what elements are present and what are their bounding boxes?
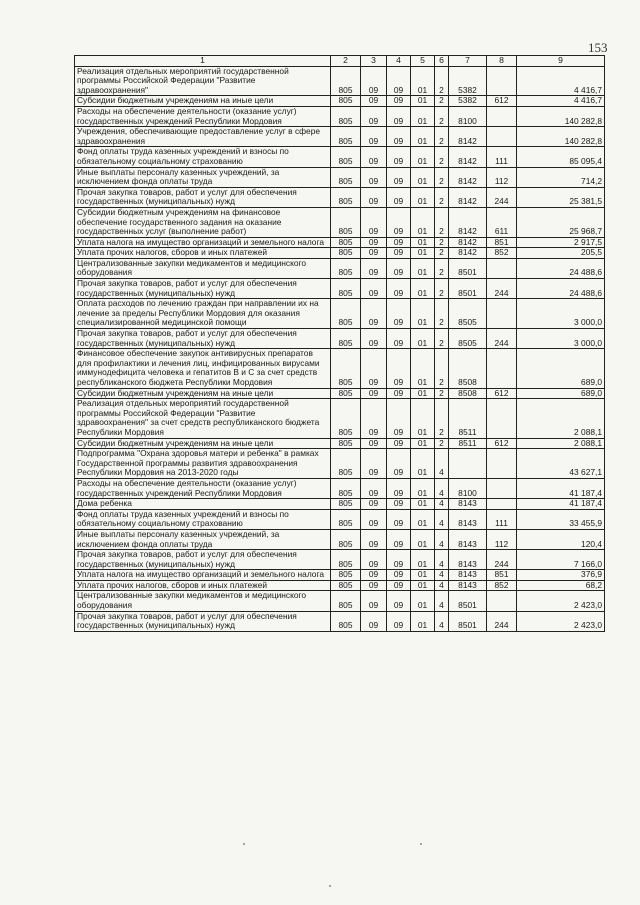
- code-subprogram: 2: [435, 66, 449, 96]
- code-section: 09: [361, 388, 387, 399]
- code-section: 09: [361, 509, 387, 529]
- code-subprogram: 2: [435, 147, 449, 167]
- row-name: Оплата расходов по лечению граждан при направлении их на лечение за пределы Республики Мордовия для оказания специализированной медицинской помощи: [75, 299, 331, 329]
- code-subsection: 09: [387, 478, 411, 498]
- header-cell: 9: [517, 56, 605, 67]
- row-name: Прочая закупка товаров, работ и услуг для обеспечения государственных (муниципальных) нужд: [75, 279, 331, 299]
- code-expense-type: 851: [487, 570, 517, 581]
- code-subsection: 09: [387, 248, 411, 259]
- code-section: 09: [361, 258, 387, 278]
- scan-speck: [329, 885, 331, 887]
- code-expense-type: 244: [487, 611, 517, 631]
- row-amount: 3 000,0: [517, 329, 605, 349]
- row-amount: 33 455,9: [517, 509, 605, 529]
- code-subsection: 09: [387, 187, 411, 207]
- table-row: [75, 106, 605, 126]
- code-item: 8100: [449, 478, 487, 498]
- row-amount: 25 968,7: [517, 207, 605, 237]
- code-expense-type: 851: [487, 237, 517, 248]
- table-row: [75, 529, 605, 549]
- code-subsection: 09: [387, 611, 411, 631]
- code-subprogram: 2: [435, 167, 449, 187]
- code-section: 09: [361, 349, 387, 388]
- code-item: 8143: [449, 550, 487, 570]
- code-item: 8508: [449, 349, 487, 388]
- code-item: 8511: [449, 399, 487, 438]
- code-subsection: 09: [387, 237, 411, 248]
- code-program: 01: [411, 207, 435, 237]
- row-name: Фонд оплаты труда казенных учреждений и взносы по обязательному социальному страхованию: [75, 509, 331, 529]
- code-subsection: 09: [387, 207, 411, 237]
- code-item: 8142: [449, 248, 487, 259]
- code-subsection: 09: [387, 580, 411, 591]
- row-amount: 376,9: [517, 570, 605, 581]
- row-amount: 25 381,5: [517, 187, 605, 207]
- row-name: Прочая закупка товаров, работ и услуг для обеспечения государственных (муниципальных) нужд: [75, 550, 331, 570]
- code-expense-type: [487, 258, 517, 278]
- row-name: Дома ребенка: [75, 499, 331, 510]
- table-row: [75, 66, 605, 96]
- table-row: [75, 258, 605, 278]
- code-section: 09: [361, 279, 387, 299]
- row-amount: 140 282,8: [517, 106, 605, 126]
- code-subsection: 09: [387, 147, 411, 167]
- row-name: Прочая закупка товаров, работ и услуг для обеспечения государственных (муниципальных) нужд: [75, 329, 331, 349]
- code-program: 01: [411, 580, 435, 591]
- header-row: [75, 56, 605, 67]
- row-name: Централизованные закупки медикаментов и медицинского оборудования: [75, 591, 331, 611]
- code-program: 01: [411, 499, 435, 510]
- row-amount: 205,5: [517, 248, 605, 259]
- row-amount: 43 627,1: [517, 449, 605, 479]
- code-expense-type: [487, 591, 517, 611]
- code-subsection: 09: [387, 96, 411, 107]
- code-program: 01: [411, 611, 435, 631]
- code-subprogram: 2: [435, 349, 449, 388]
- row-amount: 140 282,8: [517, 127, 605, 147]
- code-subsection: 09: [387, 438, 411, 449]
- code-section: 09: [361, 237, 387, 248]
- code-section: 09: [361, 329, 387, 349]
- row-amount: 2 423,0: [517, 591, 605, 611]
- header-cell: 3: [361, 56, 387, 67]
- row-name: Реализация отдельных мероприятий государственной программы Российской Федерации "Развитие здравоохранения": [75, 66, 331, 96]
- table-row: [75, 248, 605, 259]
- code-ministry: 805: [331, 66, 361, 96]
- code-ministry: 805: [331, 299, 361, 329]
- code-program: 01: [411, 438, 435, 449]
- code-program: 01: [411, 96, 435, 107]
- code-ministry: 805: [331, 509, 361, 529]
- code-section: 09: [361, 299, 387, 329]
- table-row: [75, 399, 605, 438]
- code-expense-type: [487, 127, 517, 147]
- header-cell: 6: [435, 56, 449, 67]
- header-cell: 7: [449, 56, 487, 67]
- code-subsection: 09: [387, 499, 411, 510]
- code-subprogram: 4: [435, 529, 449, 549]
- code-subsection: 09: [387, 550, 411, 570]
- table-row: [75, 499, 605, 510]
- code-program: 01: [411, 167, 435, 187]
- code-subsection: 09: [387, 591, 411, 611]
- row-name: Расходы на обеспечение деятельности (оказание услуг) государственных учреждений Республики Мордовия: [75, 478, 331, 498]
- table-row: [75, 611, 605, 631]
- code-subprogram: 2: [435, 388, 449, 399]
- code-expense-type: 612: [487, 438, 517, 449]
- code-expense-type: 852: [487, 248, 517, 259]
- row-amount: 41 187,4: [517, 499, 605, 510]
- code-program: 01: [411, 329, 435, 349]
- code-section: 09: [361, 167, 387, 187]
- table-row: [75, 591, 605, 611]
- code-expense-type: 111: [487, 509, 517, 529]
- scan-speck: [420, 843, 422, 845]
- code-ministry: 805: [331, 147, 361, 167]
- code-item: 5382: [449, 66, 487, 96]
- code-subprogram: 2: [435, 106, 449, 126]
- code-section: 09: [361, 499, 387, 510]
- code-subprogram: 2: [435, 248, 449, 259]
- row-amount: 41 187,4: [517, 478, 605, 498]
- code-item: 8142: [449, 207, 487, 237]
- code-item: 8142: [449, 147, 487, 167]
- code-section: 09: [361, 399, 387, 438]
- code-program: 01: [411, 187, 435, 207]
- code-item: 5382: [449, 96, 487, 107]
- table-row: [75, 207, 605, 237]
- header-cell: 5: [411, 56, 435, 67]
- code-item: 8505: [449, 299, 487, 329]
- table-row: [75, 349, 605, 388]
- code-subsection: 09: [387, 399, 411, 438]
- code-ministry: 805: [331, 207, 361, 237]
- table-row: [75, 279, 605, 299]
- code-item: 8143: [449, 509, 487, 529]
- code-program: 01: [411, 127, 435, 147]
- code-subsection: 09: [387, 329, 411, 349]
- code-ministry: 805: [331, 388, 361, 399]
- code-expense-type: 244: [487, 329, 517, 349]
- code-expense-type: 852: [487, 580, 517, 591]
- code-subprogram: 2: [435, 207, 449, 237]
- code-section: 09: [361, 611, 387, 631]
- code-program: 01: [411, 529, 435, 549]
- code-expense-type: 111: [487, 147, 517, 167]
- code-ministry: 805: [331, 570, 361, 581]
- code-ministry: 805: [331, 96, 361, 107]
- header-cell: 2: [331, 56, 361, 67]
- code-item: 8142: [449, 237, 487, 248]
- code-section: 09: [361, 570, 387, 581]
- row-amount: 7 166,0: [517, 550, 605, 570]
- table-row: [75, 299, 605, 329]
- code-section: 09: [361, 127, 387, 147]
- code-ministry: 805: [331, 449, 361, 479]
- code-subsection: 09: [387, 388, 411, 399]
- code-subsection: 09: [387, 258, 411, 278]
- code-expense-type: 112: [487, 529, 517, 549]
- row-name: Субсидии бюджетным учреждениям на иные цели: [75, 438, 331, 449]
- row-amount: 2 088,1: [517, 438, 605, 449]
- code-expense-type: 244: [487, 550, 517, 570]
- code-section: 09: [361, 580, 387, 591]
- code-subprogram: 4: [435, 580, 449, 591]
- code-ministry: 805: [331, 591, 361, 611]
- code-ministry: 805: [331, 438, 361, 449]
- table-row: [75, 237, 605, 248]
- code-ministry: 805: [331, 329, 361, 349]
- code-subsection: 09: [387, 299, 411, 329]
- code-item: 8143: [449, 499, 487, 510]
- code-program: 01: [411, 399, 435, 438]
- row-amount: 68,2: [517, 580, 605, 591]
- table-row: [75, 438, 605, 449]
- code-program: 01: [411, 570, 435, 581]
- row-name: Финансовое обеспечение закупок антивирусных препаратов для профилактики и лечения лиц, инфицированных вирусами иммунодефицита человека и гепатитов В и С за счет средств республиканского бюджета Республики Мордовия: [75, 349, 331, 388]
- code-subprogram: 4: [435, 611, 449, 631]
- code-section: 09: [361, 147, 387, 167]
- table-row: [75, 167, 605, 187]
- code-program: 01: [411, 509, 435, 529]
- code-subprogram: 4: [435, 449, 449, 479]
- code-program: 01: [411, 279, 435, 299]
- code-program: 01: [411, 349, 435, 388]
- table-row: [75, 388, 605, 399]
- code-ministry: 805: [331, 580, 361, 591]
- code-section: 09: [361, 529, 387, 549]
- code-program: 01: [411, 237, 435, 248]
- code-section: 09: [361, 66, 387, 96]
- code-item: 8501: [449, 258, 487, 278]
- code-subsection: 09: [387, 167, 411, 187]
- row-name: Централизованные закупки медикаментов и медицинского оборудования: [75, 258, 331, 278]
- row-name: Прочая закупка товаров, работ и услуг для обеспечения государственных (муниципальных) нужд: [75, 611, 331, 631]
- code-program: 01: [411, 147, 435, 167]
- row-name: Иные выплаты персоналу казенных учреждений, за исключением фонда оплаты труда: [75, 529, 331, 549]
- code-section: 09: [361, 248, 387, 259]
- row-amount: 4 416,7: [517, 96, 605, 107]
- header-cell: 4: [387, 56, 411, 67]
- code-subprogram: 4: [435, 499, 449, 510]
- code-section: 09: [361, 106, 387, 126]
- code-subprogram: 4: [435, 550, 449, 570]
- code-expense-type: 244: [487, 279, 517, 299]
- code-subprogram: 2: [435, 258, 449, 278]
- table-row: [75, 570, 605, 581]
- code-section: 09: [361, 591, 387, 611]
- table-row: [75, 329, 605, 349]
- code-subprogram: 2: [435, 329, 449, 349]
- code-section: 09: [361, 207, 387, 237]
- table-row: [75, 509, 605, 529]
- row-amount: 2 423,0: [517, 611, 605, 631]
- code-subsection: 09: [387, 127, 411, 147]
- code-program: 01: [411, 388, 435, 399]
- code-item: 8501: [449, 611, 487, 631]
- code-item: 8501: [449, 279, 487, 299]
- code-subprogram: 2: [435, 279, 449, 299]
- row-name: Уплата прочих налогов, сборов и иных платежей: [75, 248, 331, 259]
- row-amount: 3 000,0: [517, 299, 605, 329]
- code-program: 01: [411, 449, 435, 479]
- code-program: 01: [411, 106, 435, 126]
- code-ministry: 805: [331, 349, 361, 388]
- code-program: 01: [411, 66, 435, 96]
- row-name: Расходы на обеспечение деятельности (оказание услуг) государственных учреждений Республики Мордовия: [75, 106, 331, 126]
- code-item: 8508: [449, 388, 487, 399]
- code-subprogram: 2: [435, 127, 449, 147]
- table-row: [75, 550, 605, 570]
- code-ministry: 805: [331, 248, 361, 259]
- code-subsection: 09: [387, 449, 411, 479]
- code-program: 01: [411, 258, 435, 278]
- row-amount: 2 917,5: [517, 237, 605, 248]
- code-item: 8505: [449, 329, 487, 349]
- scan-speck: [243, 843, 245, 845]
- row-name: Фонд оплаты труда казенных учреждений и взносы по обязательному социальному страхованию: [75, 147, 331, 167]
- code-ministry: 805: [331, 399, 361, 438]
- code-expense-type: [487, 299, 517, 329]
- code-expense-type: 611: [487, 207, 517, 237]
- code-item: 8511: [449, 438, 487, 449]
- code-item: 8143: [449, 570, 487, 581]
- code-subprogram: 4: [435, 509, 449, 529]
- code-ministry: 805: [331, 499, 361, 510]
- row-name: Подпрограмма "Охрана здоровья матери и ребенка" в рамках Государственной программы развития здравоохранения Республики Мордовия на 2013-2020 годы: [75, 449, 331, 479]
- row-name: Субсидии бюджетным учреждениям на финансовое обеспечение государственного задания на оказание государственных услуг (выполнение работ): [75, 207, 331, 237]
- row-name: Учреждения, обеспечивающие предоставление услуг в сфере здравоохранения: [75, 127, 331, 147]
- code-ministry: 805: [331, 167, 361, 187]
- table-row: [75, 187, 605, 207]
- code-item: 8100: [449, 106, 487, 126]
- code-ministry: 805: [331, 237, 361, 248]
- code-subsection: 09: [387, 509, 411, 529]
- page-number: 153: [588, 40, 608, 55]
- row-amount: 714,2: [517, 167, 605, 187]
- code-expense-type: [487, 499, 517, 510]
- row-amount: 4 416,7: [517, 66, 605, 96]
- row-name: Субсидии бюджетным учреждениям на иные цели: [75, 96, 331, 107]
- code-program: 01: [411, 591, 435, 611]
- code-subprogram: 2: [435, 299, 449, 329]
- row-name: Иные выплаты персоналу казенных учреждений, за исключением фонда оплаты труда: [75, 167, 331, 187]
- row-amount: 689,0: [517, 349, 605, 388]
- code-subsection: 09: [387, 279, 411, 299]
- code-expense-type: 612: [487, 388, 517, 399]
- code-expense-type: [487, 478, 517, 498]
- code-expense-type: [487, 106, 517, 126]
- code-item: 8142: [449, 127, 487, 147]
- row-amount: 24 488,6: [517, 258, 605, 278]
- code-subsection: 09: [387, 529, 411, 549]
- code-subprogram: 4: [435, 478, 449, 498]
- row-name: Уплата налога на имущество организаций и земельного налога: [75, 237, 331, 248]
- code-subsection: 09: [387, 66, 411, 96]
- code-subsection: 09: [387, 106, 411, 126]
- code-section: 09: [361, 96, 387, 107]
- code-ministry: 805: [331, 550, 361, 570]
- table-row: [75, 449, 605, 479]
- code-section: 09: [361, 449, 387, 479]
- row-amount: 24 488,6: [517, 279, 605, 299]
- code-subprogram: 2: [435, 237, 449, 248]
- code-section: 09: [361, 550, 387, 570]
- code-program: 01: [411, 299, 435, 329]
- header-cell: 8: [487, 56, 517, 67]
- code-subsection: 09: [387, 570, 411, 581]
- code-ministry: 805: [331, 258, 361, 278]
- table-row: [75, 127, 605, 147]
- row-name: Субсидии бюджетным учреждениям на иные цели: [75, 388, 331, 399]
- code-ministry: 805: [331, 106, 361, 126]
- row-amount: 689,0: [517, 388, 605, 399]
- code-program: 01: [411, 248, 435, 259]
- code-expense-type: 612: [487, 96, 517, 107]
- row-name: Уплата прочих налогов, сборов и иных платежей: [75, 580, 331, 591]
- code-expense-type: 244: [487, 187, 517, 207]
- code-ministry: 805: [331, 478, 361, 498]
- header-cell: 1: [75, 56, 331, 67]
- budget-table: [74, 55, 605, 632]
- code-program: 01: [411, 478, 435, 498]
- code-ministry: 805: [331, 529, 361, 549]
- code-program: 01: [411, 550, 435, 570]
- code-ministry: 805: [331, 187, 361, 207]
- code-expense-type: [487, 399, 517, 438]
- code-ministry: 805: [331, 127, 361, 147]
- code-subprogram: 2: [435, 438, 449, 449]
- code-subprogram: 2: [435, 96, 449, 107]
- code-item: 8501: [449, 591, 487, 611]
- table-row: [75, 147, 605, 167]
- table-row: [75, 478, 605, 498]
- code-expense-type: [487, 449, 517, 479]
- code-expense-type: 112: [487, 167, 517, 187]
- code-item: 8143: [449, 580, 487, 591]
- code-expense-type: [487, 66, 517, 96]
- table-row: [75, 580, 605, 591]
- code-ministry: 805: [331, 279, 361, 299]
- row-amount: 85 095,4: [517, 147, 605, 167]
- code-item: [449, 449, 487, 479]
- row-name: Уплата налога на имущество организаций и земельного налога: [75, 570, 331, 581]
- row-name: Прочая закупка товаров, работ и услуг для обеспечения государственных (муниципальных) нужд: [75, 187, 331, 207]
- code-subprogram: 2: [435, 187, 449, 207]
- code-item: 8143: [449, 529, 487, 549]
- code-item: 8142: [449, 187, 487, 207]
- code-ministry: 805: [331, 611, 361, 631]
- code-subprogram: 4: [435, 591, 449, 611]
- row-amount: 2 088,1: [517, 399, 605, 438]
- row-amount: 120,4: [517, 529, 605, 549]
- code-section: 09: [361, 187, 387, 207]
- code-subprogram: 2: [435, 399, 449, 438]
- code-section: 09: [361, 478, 387, 498]
- table-row: [75, 96, 605, 107]
- code-section: 09: [361, 438, 387, 449]
- code-subprogram: 4: [435, 570, 449, 581]
- code-item: 8142: [449, 167, 487, 187]
- row-name: Реализация отдельных мероприятий государственной программы Российской Федерации "Развитие здравоохранения" за счет средств республиканского бюджета Республики Мордовия: [75, 399, 331, 438]
- code-expense-type: [487, 349, 517, 388]
- code-subsection: 09: [387, 349, 411, 388]
